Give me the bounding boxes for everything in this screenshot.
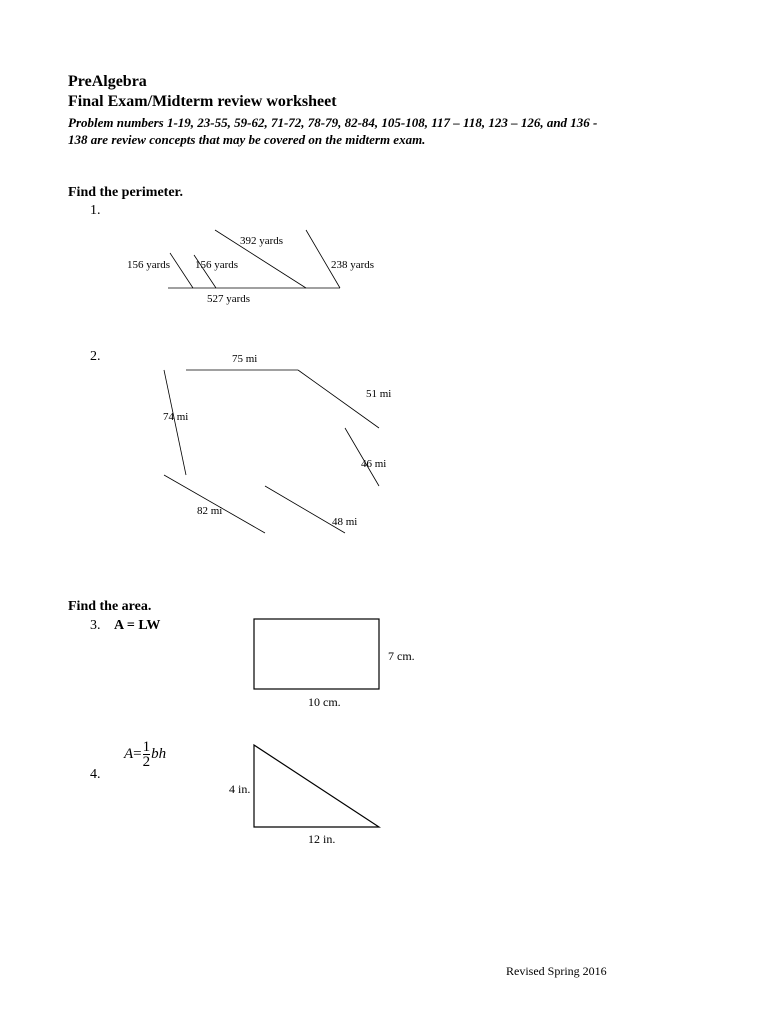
revised-note: Revised Spring 2016	[506, 964, 607, 978]
p1-right-label: 238 yards	[331, 259, 375, 271]
p1-top-label: 392 yards	[240, 235, 284, 247]
p2-left-label: 74 mi	[163, 411, 189, 423]
p4-formula-denominator: 2	[142, 754, 151, 770]
p1-bottom-label: 527 yards	[207, 293, 251, 305]
problem-4-number: 4.	[90, 767, 101, 782]
p1-left-inner-label: 156 yards	[195, 259, 239, 271]
course-title: PreAlgebra	[68, 73, 147, 90]
p4-triangle	[254, 745, 379, 827]
p2-lower-right-label: 46 mi	[361, 458, 387, 470]
p3-height-label: 7 cm.	[388, 649, 415, 663]
intro-line-2: 138 are review concepts that may be covered on the midterm exam.	[68, 132, 426, 147]
p2-bottom-left-label: 82 mi	[197, 505, 223, 517]
p4-base-label: 12 in.	[308, 832, 336, 846]
p4-height-label: 4 in.	[229, 782, 251, 796]
intro-line-1: Problem numbers 1-19, 23-55, 59-62, 71-72, 78-79, 82-84, 105-108, 117 – 118, 123 – 126, and 136 -	[68, 115, 598, 130]
perimeter-heading: Find the perimeter.	[68, 185, 183, 200]
p1-left-outer-label: 156 yards	[127, 259, 171, 271]
worksheet-title: Final Exam/Midterm review worksheet	[68, 93, 337, 110]
p3-width-label: 10 cm.	[308, 695, 341, 709]
problem-3-number: 3.	[90, 618, 101, 633]
p4-formula-lhs: A	[124, 745, 134, 762]
p2-bottom-right-label: 48 mi	[332, 516, 358, 528]
problem-2-number: 2.	[90, 349, 101, 364]
p4-formula-equals: =	[133, 745, 142, 762]
problem-1-number: 1.	[90, 203, 101, 218]
p4-formula-numerator: 1	[142, 739, 151, 755]
p4-formula-rhs: bh	[151, 745, 167, 762]
p3-formula: A = LW	[114, 618, 161, 633]
p2-upper-right-label: 51 mi	[366, 388, 392, 400]
p2-top-label: 75 mi	[232, 353, 258, 365]
area-heading: Find the area.	[68, 599, 152, 614]
